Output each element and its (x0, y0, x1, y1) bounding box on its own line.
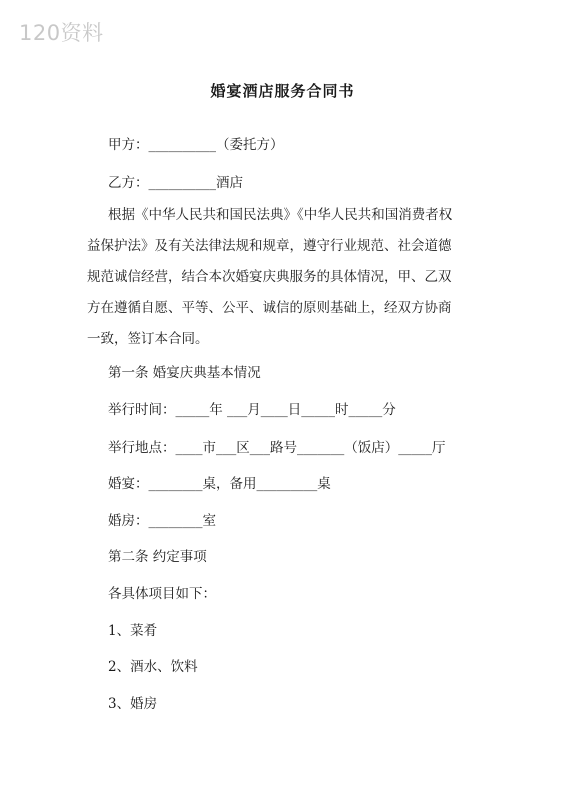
bridal-room-line: 婚房：________室 (108, 513, 216, 529)
preamble-line: 方在遵循自愿、平等、公平、诚信的原则基础上，经双方协商 (87, 300, 452, 316)
item-line: 1、菜肴 (108, 623, 158, 639)
preamble-line: 一致，签订本合同。 (87, 331, 209, 347)
banquet-tables-line: 婚宴：________桌，备用_________桌 (108, 476, 331, 492)
preamble-line: 根据《中华人民共和国民法典》《中华人民共和国消费者权 (108, 207, 453, 223)
article-1-heading: 第一条 婚宴庆典基本情况 (108, 365, 261, 381)
party-a-line: 甲方：__________（委托方） (108, 137, 284, 153)
item-line: 2、酒水、饮料 (108, 659, 198, 675)
preamble-line: 益保护法》及有关法律法规和规章，遵守行业规范、社会道德 (87, 238, 452, 254)
item-line: 3、婚房 (108, 696, 158, 712)
items-intro: 各具体项目如下： (108, 586, 216, 602)
preamble-line: 规范诚信经营，结合本次婚宴庆典服务的具体情况，甲、乙双 (87, 269, 452, 285)
hold-time-line: 举行时间：_____年 ___月____日_____时_____分 (108, 402, 396, 418)
party-b-line: 乙方：__________酒店 (108, 175, 243, 191)
watermark-logo: 120资料 (19, 21, 104, 45)
article-2-heading: 第二条 约定事项 (108, 549, 207, 565)
document-title: 婚宴酒店服务合同书 (210, 82, 355, 100)
preamble-paragraph (87, 200, 477, 355)
hold-place-line: 举行地点：____市___区___路号_______（饭店）_____厅 (108, 440, 446, 456)
